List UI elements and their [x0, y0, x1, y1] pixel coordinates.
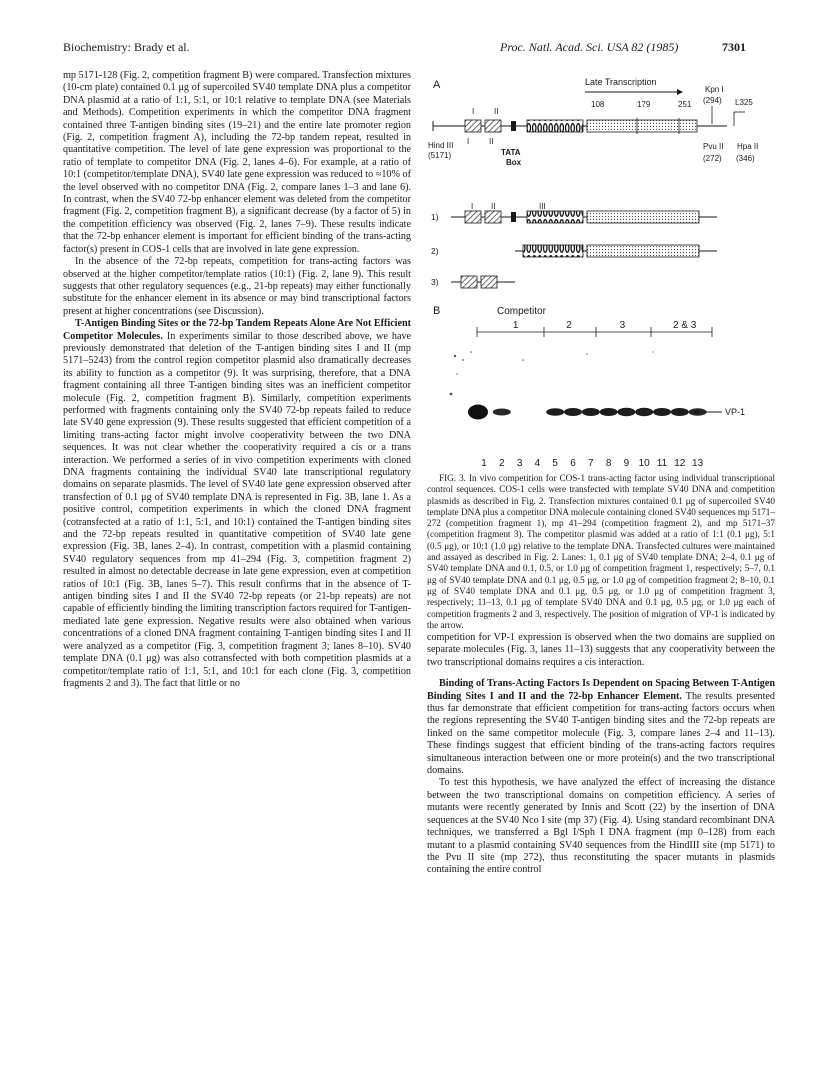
vp1-band	[564, 408, 582, 416]
site-i-label: I	[472, 107, 475, 116]
vp1-band	[671, 408, 689, 416]
competitor-groups	[477, 320, 712, 337]
competitor-label: Competitor	[497, 306, 546, 317]
lane-number: 6	[570, 458, 576, 469]
box-label: Box	[506, 158, 522, 167]
tata-label: TATA	[501, 148, 521, 157]
l325-label: L325	[735, 98, 753, 107]
vp1-band	[493, 409, 511, 416]
panel-label-a: A	[433, 79, 441, 91]
lane-numbers	[481, 458, 703, 469]
fragment-1-late-region	[587, 211, 699, 223]
fragment-1-label: 1)	[431, 212, 439, 222]
lane-number: 7	[588, 458, 594, 469]
gel-speck	[450, 393, 453, 396]
fragment-2-repeats	[523, 245, 583, 257]
lane-number: 1	[481, 458, 487, 469]
fragment-2-label: 2)	[431, 246, 439, 256]
fragment-1-site-ii-box	[485, 211, 501, 223]
t-antigen-site-i	[465, 120, 481, 132]
fragment-1-tata	[511, 212, 516, 222]
caption-text: FIG. 3. In vivo competition for COS-1 trans-acting factor using individual transcriptional control sequences. COS-1 cells were transfected with template SV40 DNA and competition plasmids as described in Fig. 2. Transfection mixtures contained 0.1 μg of supercoiled SV40 template DNA plus a competitor DNA molecule containing cloned SV40 sequences mp 5171–272 (competition fragment 1), mp 41–294 (competition fragment 2), and mp 5171–37 (competition fragment 3). The competitor plasmid was added at a ratio of 1:1 (0.1 μg), 5:1 (0.5 μg), or 10:1 (1.0 μg) relative to the template DNA. Transfected cultures were maintained and assayed as described in Fig. 2. Lanes: 1, 0.1 μg of SV40 template DNA; 2–4, 0.1 μg of SV40 template DNA and 0.1, 0.5, or 1.0 μg of competition fragment 1, respectively; 5–7, 0.1 μg of SV40 template DNA and 0.1 μg, 0.5 μg, or 1.0 μg of competition fragment 2; 8–10, 0.1 μg of SV40 template DNA and 0.1 μg, 0.5 μg, or 1.0 μg of competition fragment 3, respectively; 11–13, 0.1 μg of template SV40 DNA and 0.1 μg, 0.5 μg, or 1.0 μg each of competition fragments 2 and 3, respectively. The position of migration of VP-1 is indicated by the arrow.	[427, 473, 775, 630]
paragraph-body: In experiments similar to those described above, we have previously demonstrated that deletion of the T-antigen binding sites I and II (mp 5171–5243) from the control region competitor plasmid also dramatically decreases its ability to function as a competitor (9). It was surprising, therefore, that a DNA fragment containing all three T-antigen binding sites was an inefficient competitor molecule (Fig. 2, competition fragment B). Similarly, competition experiments performed with fragments containing only the SV40 72-bp repeats failed to reduce late SV40 gene expression (9). These results suggested that efficient competition of a limiting trans-acting factor might involve cooperativity between the two DNA sequences. It was not clear whether the cooperativity required a cis or a trans interaction. We performed a series of in vivo competition experiments with cloned DNA fragments containing the individual SV40 late transcriptional regulatory domains on separate plasmids. The level of SV40 late gene expression observed after transfection of 0.1 μg of SV40 template DNA is represented in Fig. 3B, lane 1. As a positive control, competition experiments in which the cloned DNA fragment (cotransfected at a ratio of 1:1, 5:1, and 10:1) contained the T-antigen binding sites and the 72-bp repeats resulted in quantitative competition of SV40 late gene expression (Fig. 3B, lanes 2–4). In contrast, competition with a plasmid containing SV40 regulatory sequences from mp 41–294 (Fig. 3, competition fragment 2) resulted in almost no detectable decrease in late gene expression, even at competition ratios of 10:1 (Fig. 3B, lanes 5–7). This result confirms that in the absence of T-antigen binding sites I and II the SV40 72-bp repeats (or 21-bp repeats) are not capable of efficiently binding the limiting transcription factors required for T-antigen-mediated late gene expression. Negative results were also obtained when various concentrations of a cloned DNA fragment containing T-antigen binding sites I and II were analyzed as a competitor (Fig. 3, competition fragment 3; lanes 8–10). SV40 template DNA (0.1 μg) was also cotransfected with both competition plasmids at a competitor/template ratio of 1:1, 5:1, and 10:1 for each clone (Fig. 3, competition fragments 2 and 3). The fact that little or no	[63, 330, 411, 689]
position-108: 108	[591, 100, 605, 109]
pvu-ii-label: Pvu II	[703, 142, 724, 151]
vp1-band	[582, 408, 600, 416]
section-heading: Binding of Trans-Acting Factors Is Dependent on Spacing Between T-Antigen Binding Sites I and II and the 72-bp Enhancer Element.	[427, 678, 775, 702]
fragment-1-site-iii: III	[539, 202, 546, 211]
pvu-ii-position: (272)	[703, 154, 722, 163]
left-column	[63, 70, 411, 690]
running-header-authors: Biochemistry: Brady et al.	[63, 40, 190, 54]
kpn-i-position: (294)	[703, 96, 722, 105]
kpn-i-label: Kpn I	[705, 85, 724, 94]
tata-box	[511, 121, 516, 131]
site-i-sublabel: I	[467, 137, 470, 146]
paragraph: competition for VP-1 expression is observed when the two domains are supplied on separate molecules (Fig. 3, lanes 11–13) suggests that any cooperativity between the two transcriptional domains requires a cis interaction.	[427, 632, 775, 668]
paragraph: To test this hypothesis, we have analyzed the effect of increasing the distance between the two transcriptional domains on competition efficiency. A series of mutants were recently generated by Innis and Scott (22) by the insertion of DNA sequences at the SV40 Nco I site (mp 37) (Fig. 4). Using standard recombinant DNA techniques, we transferred a Bgl I/Sph I DNA fragment (mp 0–128) from each mutant to a plasmid containing SV40 sequences from the HindIII site (mp 5171) to the Pvu II site (mp 272), thus reconstituting the spacer mutants in plasmids containing the entire control	[427, 777, 775, 876]
lane-number: 3	[516, 458, 523, 469]
fragment-1-site-ii: II	[491, 202, 496, 211]
control-region-map	[428, 77, 758, 288]
vp1-band	[635, 408, 653, 416]
competition-gel	[433, 305, 745, 469]
site-ii-label: II	[494, 107, 499, 116]
vp1-band	[546, 408, 564, 416]
repeat-element	[527, 120, 583, 132]
fragment-1-site-i: I	[471, 202, 474, 211]
vp1-band	[600, 408, 618, 416]
paragraph-body: The results presented thus far demonstrate that efficient competition for trans-acting factors occurs when the regions representing the SV40 T-antigen binding sites and the 72-bp repeats are linked on the same competitor molecule (Fig. 3, compare lanes 2–4 and 11–13). These findings suggest that efficient binding of the trans-acting factors requires simultaneous interaction between one or more protein(s) and the two transcriptional domains.	[427, 690, 775, 777]
hind-iii-label: Hind III	[428, 141, 454, 150]
competitor-group-label: 2 & 3	[673, 320, 697, 331]
position-251: 251	[678, 100, 692, 109]
figure-caption	[427, 473, 775, 631]
fragment-1-site-i-box	[465, 211, 481, 223]
competitor-group-label: 2	[566, 320, 572, 331]
paragraph-gap	[427, 669, 775, 678]
section-paragraph	[63, 318, 411, 690]
running-header-journal: Proc. Natl. Acad. Sci. USA 82 (1985)	[500, 40, 679, 54]
paragraph: In the absence of the 72-bp repeats, competition for trans-acting factors was observed at the higher competitor/template ratios (10:1) (Fig. 2, lane 9). This result suggests that other regulatory sequences (e.g., 21-bp repeats) may either functionally substitute for the enhancer element in its absence or may bind transcriptional factors present at higher concentrations (see Discussion).	[63, 256, 411, 317]
gel-background	[450, 351, 654, 395]
paragraph: mp 5171-128 (Fig. 2, competition fragment B) were compared. Transfection mixtures (10-cm plate) contained 0.1 μg of supercoiled SV40 template DNA plus a competitor DNA plasmid at a ratio of 1:1, 5:1, or 10:1 relative to template DNA (see Materials and Methods). Competition experiments in which the competitor DNA fragment contained three T-antigen binding sites (19–21) and the entire late promoter region (Fig. 2, competition fragment A), including the 72-bp tandem repeat, resulted in quantitative competition. The level of late gene expression was proportional to the ratio of template to competitor DNA (Fig. 2, lanes 4–6). For example, at a ratio of 10:1 (competitor/template DNA), SV40 late gene expression was reduced to ≈10% of the level observed with no competitor DNA (Fig. 2, compare lanes 1–3 and lane 6). In contrast, when the SV40 72-bp enhancer element was deleted from the competitor fragment (Fig. 2, competition fragment B), a significant decrease (by a factor of 5) in the competition efficiency was observed (Fig. 2, lanes 7–9). These results indicate that the 72-bp enhancer element is important for efficient binding of the trans-acting factor(s) present in COS-1 cells that are involved in late gene expression.	[63, 70, 411, 255]
late-region	[587, 120, 697, 132]
site-ii-sublabel: II	[489, 137, 494, 146]
arrowhead-icon	[677, 89, 683, 95]
lane-number: 8	[605, 458, 612, 469]
lane-number: 13	[692, 458, 704, 469]
section-heading: T-Antigen Binding Sites or the 72-bp Tandem Repeats Alone Are Not Efficient Competitor Molecules.	[63, 318, 411, 342]
vp1-band	[653, 408, 671, 416]
position-179: 179	[637, 100, 651, 109]
right-column	[427, 632, 775, 877]
panel-label-b: B	[433, 305, 441, 317]
gel-speck	[454, 355, 456, 357]
fragment-3-label: 3)	[431, 277, 439, 287]
gel-speck	[462, 359, 464, 361]
vp1-band	[617, 408, 635, 416]
competitor-group-label: 3	[619, 320, 626, 331]
t-antigen-site-ii	[485, 120, 501, 132]
fragment-3-site-i	[461, 276, 477, 288]
competitor-group-label: 1	[512, 320, 519, 331]
hind-iii-position: (5171)	[428, 151, 452, 160]
vp1-bands	[468, 405, 707, 420]
section-paragraph	[427, 678, 775, 777]
gel-speck	[456, 373, 457, 374]
late-transcription-label: Late Transcription	[585, 77, 657, 87]
vp1-band	[468, 405, 488, 420]
hpa-ii-position: (346)	[736, 154, 755, 163]
lane-number: 2	[499, 458, 505, 469]
lane-number: 12	[674, 458, 686, 469]
lane-number: 5	[552, 458, 558, 469]
lane-number: 10	[638, 458, 650, 469]
vp1-label: VP-1	[725, 407, 746, 417]
fragment-2-late-region	[587, 245, 699, 257]
gel-speck	[470, 351, 472, 353]
lane-number: 9	[623, 458, 630, 469]
lane-number: 4	[534, 458, 541, 469]
figure-3	[427, 74, 775, 474]
fragment-1-repeats	[527, 211, 583, 223]
gel-speck	[522, 359, 524, 361]
lane-number: 11	[656, 458, 668, 469]
page-number: 7301	[722, 40, 746, 54]
gel-speck	[586, 353, 587, 354]
fragment-3-site-ii	[481, 276, 497, 288]
gel-speck	[652, 351, 653, 352]
hpa-ii-label: Hpa II	[737, 142, 759, 151]
